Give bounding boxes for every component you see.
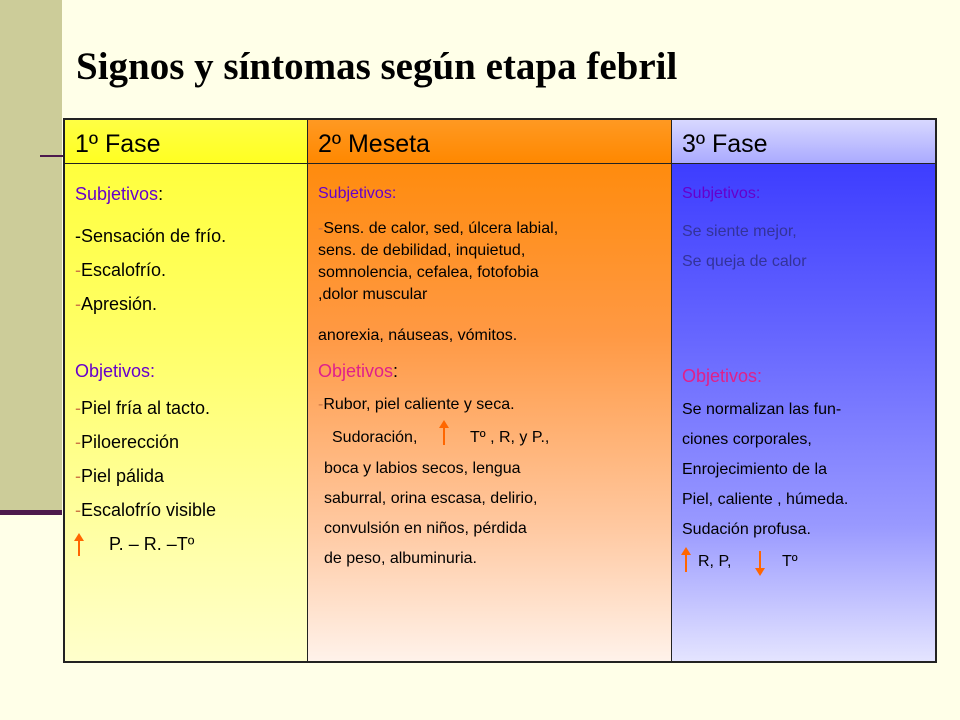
- objective-heading: [318, 361, 398, 382]
- list-item: Se normalizan las fun-: [682, 401, 842, 418]
- slide-title: Signos y síntomas según etapa febril: [76, 45, 678, 88]
- arrow-up-icon: [680, 547, 692, 573]
- objective-label: Objetivos:: [75, 361, 156, 381]
- list-item: Sudoración,: [332, 429, 418, 446]
- dash: -: [75, 260, 81, 280]
- item-text: Piel pálida: [81, 466, 165, 486]
- subjective-label: Subjetivos:: [318, 185, 397, 202]
- list-item: Piel, caliente , húmeda.: [682, 491, 849, 508]
- column-plateau: [308, 120, 672, 661]
- item-text: Escalofrío.: [81, 260, 167, 280]
- list-item: saburral, orina escasa, delirio,: [324, 490, 538, 507]
- item-text: Piel fría al tacto.: [81, 398, 211, 418]
- list-item: boca y labios secos, lengua: [324, 460, 521, 477]
- dash: -: [75, 500, 81, 520]
- list-item: [318, 396, 515, 414]
- colon: :: [393, 361, 399, 381]
- list-item: convulsión en niños, pérdida: [324, 520, 527, 537]
- column-header: 1º Fase: [65, 120, 307, 164]
- list-item: [75, 226, 226, 247]
- list-item: Tº , R, y P.,: [470, 429, 550, 446]
- column-third-phase: [672, 120, 935, 661]
- list-item: [75, 294, 157, 315]
- list-item: [75, 432, 179, 453]
- subjective-heading: [75, 184, 163, 205]
- vitals-text: P. – R. –Tº: [109, 534, 195, 554]
- dash: -: [318, 396, 324, 413]
- list-item: Se siente mejor,: [682, 223, 797, 240]
- objective-heading: [682, 366, 762, 387]
- vitals-text: R, P,: [698, 553, 732, 570]
- list-item: [75, 466, 164, 487]
- decorative-tick: [40, 155, 64, 157]
- list-item: anorexia, náuseas, vómitos.: [318, 327, 518, 344]
- dash: -: [318, 220, 324, 237]
- vitals-text: Tº: [782, 553, 798, 570]
- item-text: Sensación de frío.: [81, 226, 227, 246]
- decorative-side-bar: [0, 0, 62, 512]
- list-item: Sudación profusa.: [682, 521, 811, 538]
- dash: -: [75, 294, 81, 314]
- list-item: somnolencia, cefalea, fotofobia: [318, 264, 539, 281]
- column-first-phase: [65, 120, 308, 661]
- dash: -: [75, 226, 81, 246]
- list-item: ciones corporales,: [682, 431, 812, 448]
- item-text: Rubor, piel caliente y seca.: [323, 396, 515, 413]
- colon: :: [757, 366, 763, 386]
- objective-label: Objetivos: [682, 366, 758, 386]
- subjective-label: Subjetivos: [75, 184, 159, 204]
- dash: -: [75, 466, 81, 486]
- list-item: Enrojecimiento de la: [682, 461, 827, 478]
- list-item: [75, 500, 216, 521]
- dash: -: [75, 398, 81, 418]
- item-text: Escalofrío visible: [81, 500, 217, 520]
- item-text: Apresión.: [81, 294, 158, 314]
- list-item: [75, 260, 166, 281]
- list-item: Se queja de calor: [682, 253, 807, 270]
- dash: -: [75, 432, 81, 452]
- subjective-label: Subjetivos:: [682, 185, 761, 202]
- list-item: de peso, albuminuria.: [324, 550, 477, 567]
- arrow-down-icon: [754, 550, 766, 576]
- colon: :: [158, 184, 164, 204]
- decorative-rule: [0, 510, 62, 515]
- list-item: [75, 398, 210, 419]
- arrow-up-icon: [438, 420, 450, 446]
- column-header: 2º Meseta: [308, 120, 671, 164]
- list-item: ,dolor muscular: [318, 286, 428, 303]
- fever-stages-table: [63, 118, 937, 663]
- list-item: sens. de debilidad, inquietud,: [318, 242, 526, 259]
- list-item: [318, 220, 558, 238]
- item-text: Sens. de calor, sed, úlcera labial,: [323, 220, 559, 237]
- column-header: 3º Fase: [672, 120, 935, 164]
- objective-label: Objetivos: [318, 361, 394, 381]
- arrow-up-icon: [73, 533, 85, 557]
- item-text: Piloerección: [81, 432, 180, 452]
